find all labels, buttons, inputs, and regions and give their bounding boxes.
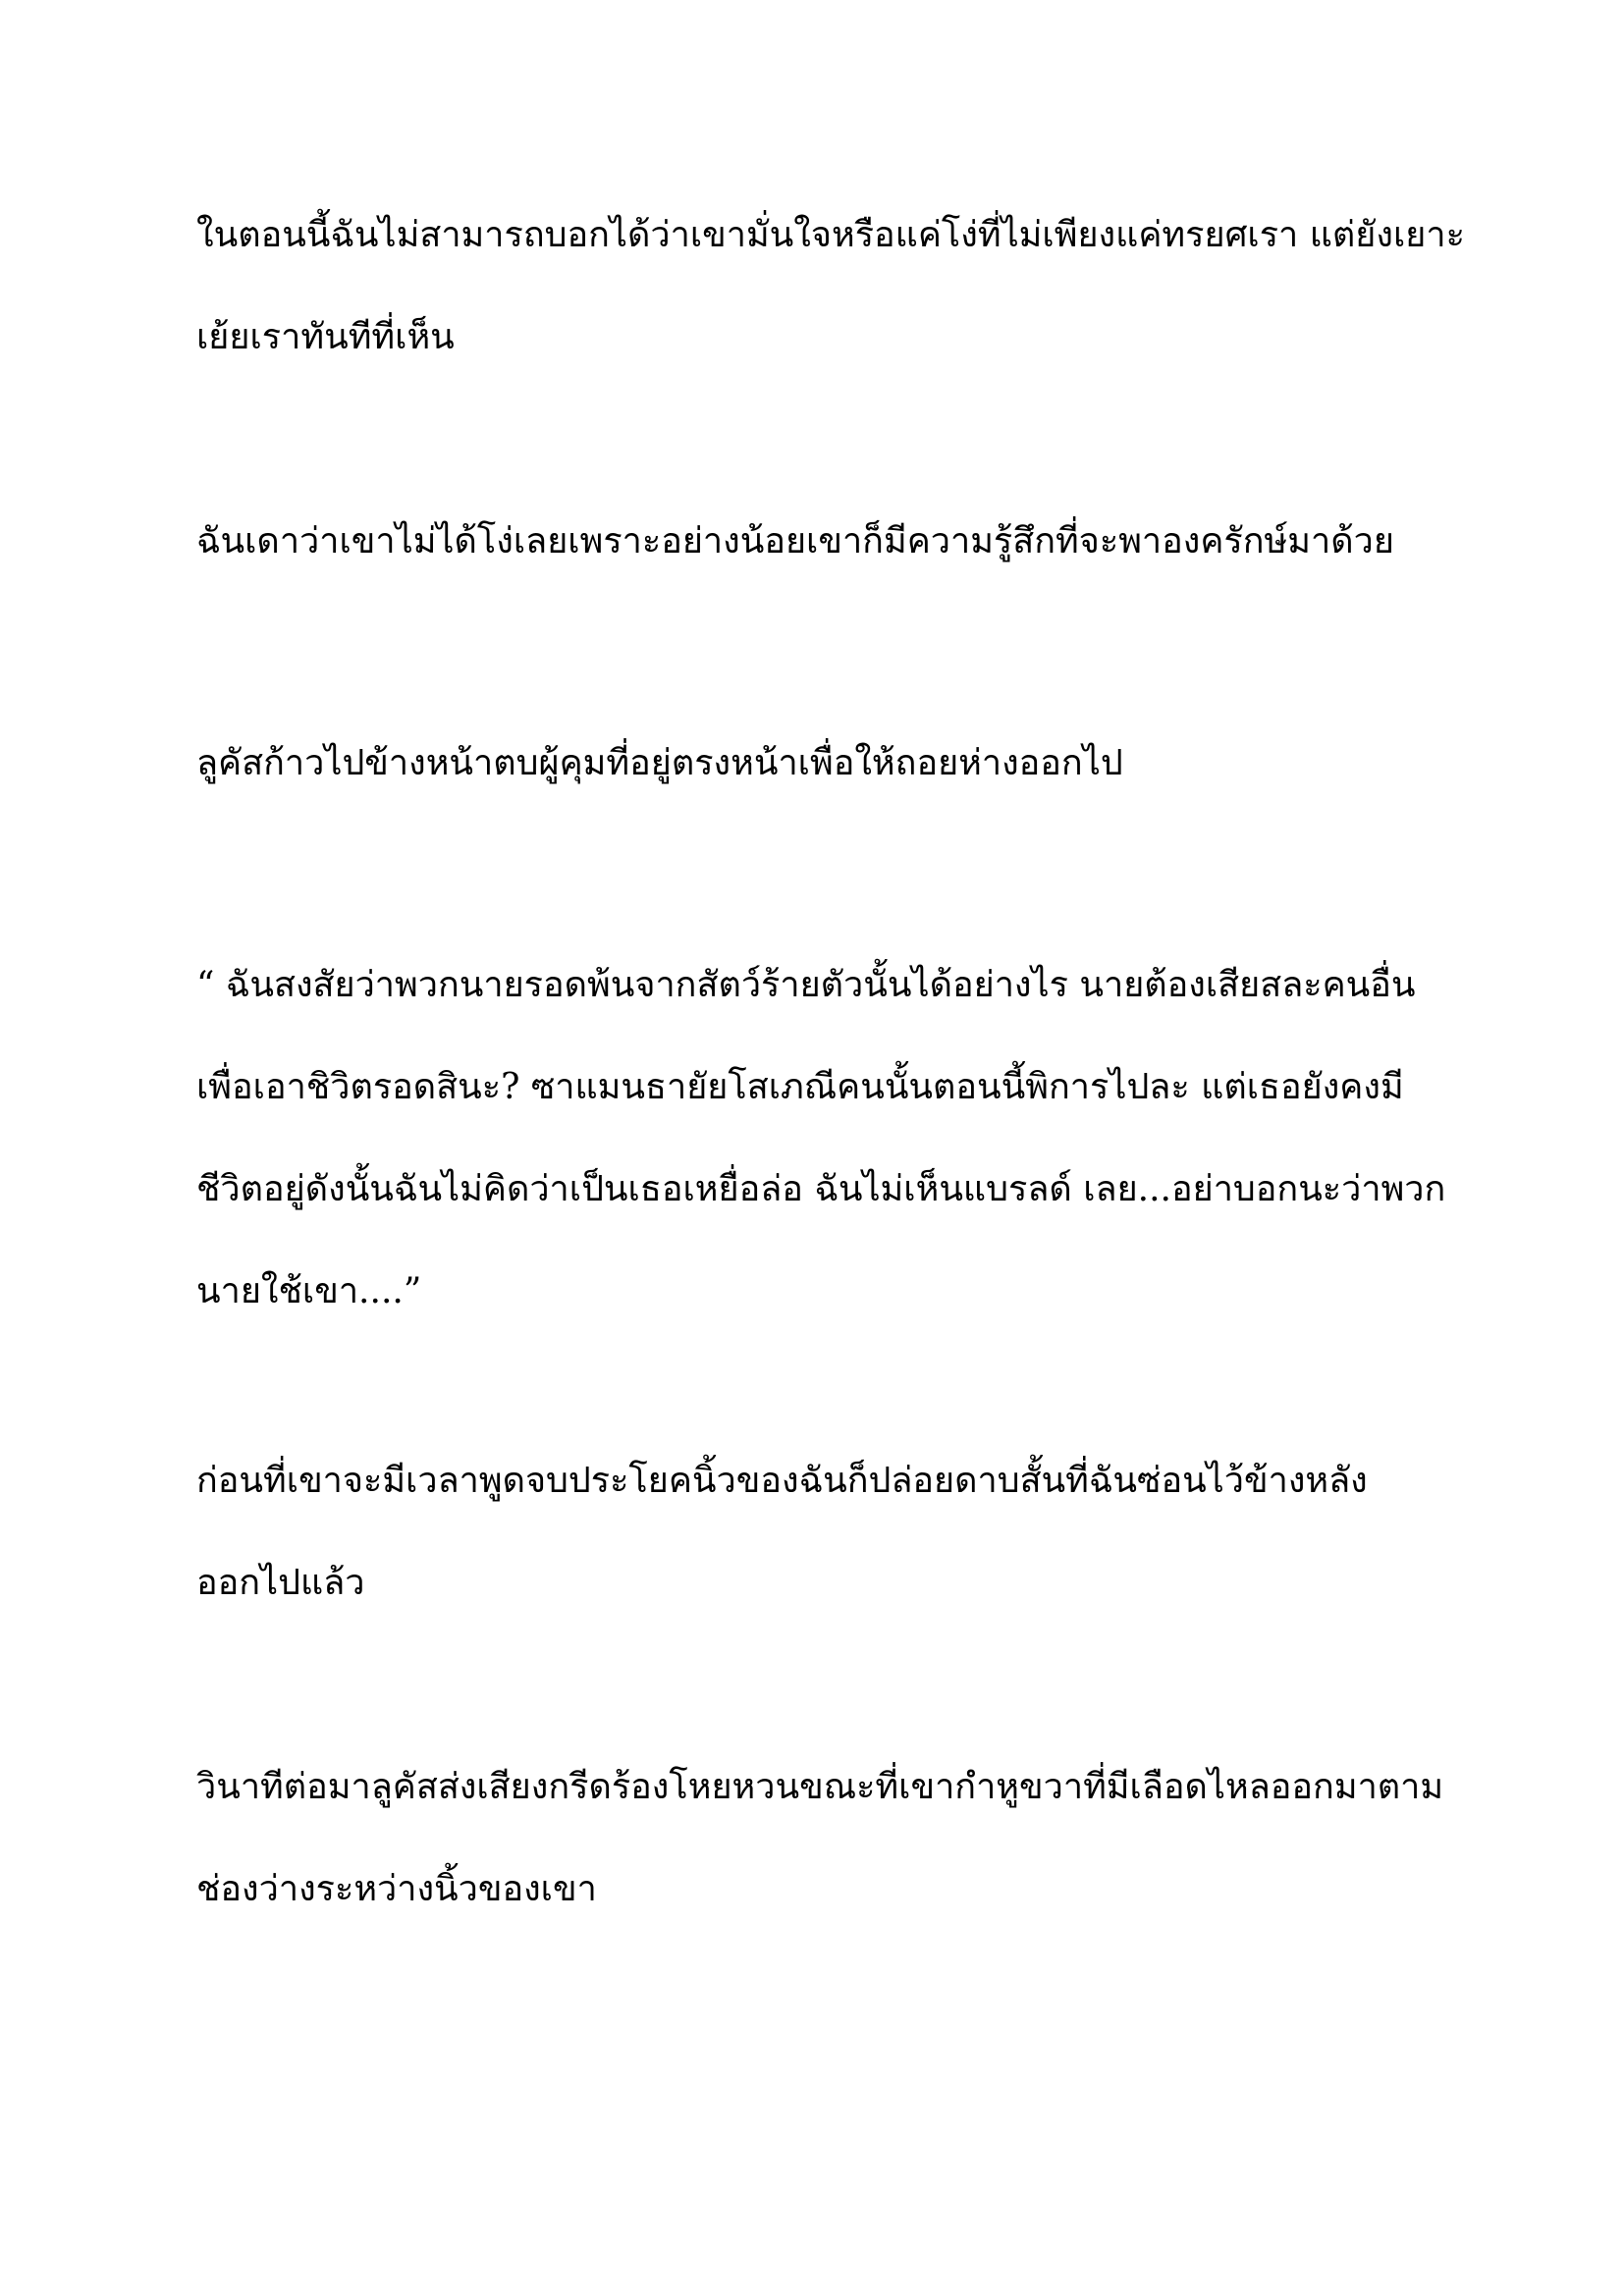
text-line: “ ฉันสงสัยว่าพวกนายรอดพ้นจากสัตว์ร้ายตัวนั้นได้อย่างไร นายต้องเสียสละคนอื่น <box>196 965 1416 1005</box>
paragraph <box>196 1736 1443 1941</box>
text-line: ชีวิตอยู่ดังนั้นฉันไม่คิดว่าเป็นเธอเหยื่อล่อ ฉันไม่เห็นแบรลด์ เลย...อย่าบอกนะว่าพวก <box>196 1169 1446 1209</box>
text-line: วินาทีต่อมาลูคัสส่งเสียงกรีดร้องโหยหวนขณะที่เขากำหูขวาที่มีเลือดไหลออกมาตาม <box>196 1767 1444 1807</box>
text-line: เพื่อเอาชิวิตรอดสินะ? ซาแมนธายัยโสเภณีคนนั้นตอนนี้พิการไปละ แต่เธอยังคงมี <box>196 1067 1404 1107</box>
paragraph <box>196 185 1465 389</box>
paragraph <box>196 1430 1443 1634</box>
text-line: ก่อนที่เขาจะมีเวลาพูดจบประโยคนิ้วของฉันก็ปล่อยดาบสั้นที่ฉันซ่อนไว้ข้างหลัง <box>196 1461 1368 1501</box>
text-line: ช่องว่างระหว่างนิ้วของเขา <box>196 1869 597 1909</box>
paragraph <box>196 934 1446 1343</box>
paragraph <box>196 491 1443 593</box>
text-line: ในตอนนี้ฉันไม่สามารถบอกได้ว่าเขามั่นใจหรือแค่โง่ที่ไม่เพียงแค่ทรยศเรา แต่ยังเยาะ <box>196 215 1465 255</box>
text-line: ฉันเดาว่าเขาไม่ได้โง่เลยเพราะอย่างน้อยเขาก็มีความรู้สึกที่จะพาองครักษ์มาด้วย <box>196 521 1394 561</box>
text-line: ออกไปแล้ว <box>196 1563 365 1603</box>
text-line: ลูคัสก้าวไปข้างหน้าตบผู้คุมที่อยู่ตรงหน้าเพื่อให้ถอยห่างออกไป <box>196 743 1123 783</box>
text-line: เย้ยเราทันทีที่เห็น <box>196 317 455 357</box>
text-line: นายใช้เขา....” <box>196 1271 422 1311</box>
paragraph <box>196 713 1443 815</box>
